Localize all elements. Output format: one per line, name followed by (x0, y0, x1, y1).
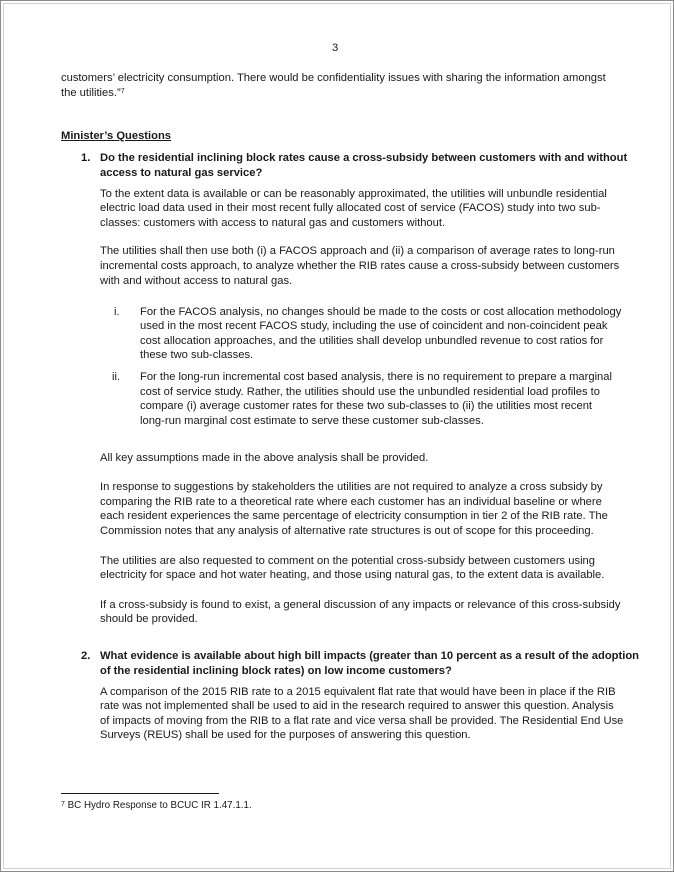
footnote-reference: 7 (120, 88, 125, 95)
q1-para2-line-1: The utilities shall then use both (i) a FACOS approach and (ii) a comparison of average rates to long-run (100, 245, 615, 257)
q1-para3-line-1: All key assumptions made in the above analysis shall be provided. (100, 452, 429, 464)
q2-title-line-2: of the residential inclining block rates) on low income customers? (100, 665, 452, 677)
page-number: 3 (332, 42, 339, 54)
q2-title-line-1: What evidence is available about high bill impacts (greater than 10 percent as a result of the adoption (100, 650, 639, 662)
q2-number: 2. (81, 650, 91, 662)
q1-item-ii-line-2: cost of service study. Rather, the utilities should use the unbundled residential load profiles to (140, 386, 600, 398)
q1-para4-line-2: comparing the RIB rate to a theoretical rate where each customer has an individual baseline or where (100, 496, 602, 508)
q1-para2-line-3: with and without access to natural gas. (100, 275, 293, 287)
q1-item-i-line-1: For the FACOS analysis, no changes should be made to the costs or cost allocation methodology (140, 306, 622, 318)
q2-para1-line-3: of impacts of moving from the RIB to a flat rate and vice versa shall be provided. The Residential End Use (100, 715, 624, 727)
q1-item-ii-marker: ii. (112, 371, 121, 383)
q2-para1-line-1: A comparison of the 2015 RIB rate to a 2015 equivalent flat rate that would have been in place if the RIB (100, 686, 616, 698)
q1-para5-line-1: The utilities are also requested to comment on the potential cross-subsidy between customers using (100, 555, 595, 567)
footnote-text: BC Hydro Response to BCUC IR 1.47.1.1. (64, 800, 252, 811)
q1-para6-line-1: If a cross-subsidy is found to exist, a general discussion of any impacts or relevance of this cross-subsidy (100, 599, 621, 611)
q1-para4-line-1: In response to suggestions by stakeholders the utilities are not required to analyze a cross subsidy by (100, 481, 603, 493)
footnote (61, 799, 252, 812)
q2-para1-line-2: rate was not implemented shall be used to aid in the research required to answer this question. Analysis (100, 700, 614, 712)
q1-para1-line-1: To the extent data is available or can be reasonably approximated, the utilities will unbundle residential (100, 188, 607, 200)
q1-item-ii-line-3: compare (i) average customer rates for these two sub-classes to (ii) the utilities most recent (140, 400, 593, 412)
footnote-separator (61, 793, 219, 794)
q1-item-ii-line-1: For the long-run incremental cost based analysis, there is no requirement to prepare a marginal (140, 371, 612, 383)
q1-title-line-2: access to natural gas service? (100, 167, 263, 179)
q1-para4-line-3: each resident experiences the same percentage of electricity consumption in tier 2 of the RIB rate. The (100, 510, 608, 522)
q1-title-line-1: Do the residential inclining block rates cause a cross-subsidy between customers with and without (100, 152, 628, 164)
q1-item-i-line-3: cost allocation approaches, and the utilities shall develop unbundled revenue to cost ratios for (140, 335, 604, 347)
section-heading: Minister’s Questions (61, 130, 172, 142)
footnote-marker: 7 (61, 801, 65, 808)
intro-line-2: the utilities.”$^7$ (61, 87, 125, 99)
q1-para2-line-2: incremental costs approach, to analyze whether the RIB rates cause a cross-subsidy between customers (100, 260, 620, 272)
q1-number: 1. (81, 152, 91, 164)
q1-para6-line-2: should be provided. (100, 613, 198, 625)
q1-para5-line-2: electricity for space and hot water heating, and those using natural gas, to the extent data is available. (100, 569, 605, 581)
q1-para4-line-4: Commission notes that any analysis of alternative rate structures is out of scope for this proceeding. (100, 525, 594, 537)
q1-item-i-marker: i. (114, 306, 120, 318)
q1-item-ii-line-4: long-run marginal cost estimate to serve these customer sub-classes. (140, 415, 484, 427)
q1-item-i-line-2: used in the most recent FACOS study, including the use of coincident and non-coincident peak (140, 320, 608, 332)
q2-para1-line-4: Surveys (REUS) shall be used for the purposes of answering this question. (100, 729, 471, 741)
q1-para1-line-3: classes: customers with access to natural gas and customers without. (100, 217, 446, 229)
intro-line-1: customers’ electricity consumption. There would be confidentiality issues with sharing the information amongst (61, 72, 606, 84)
q1-para1-line-2: electric load data used in their most recent fully allocated cost of service (FACOS) study into two sub- (100, 202, 601, 214)
q1-item-i-line-4: these two sub-classes. (140, 349, 254, 361)
